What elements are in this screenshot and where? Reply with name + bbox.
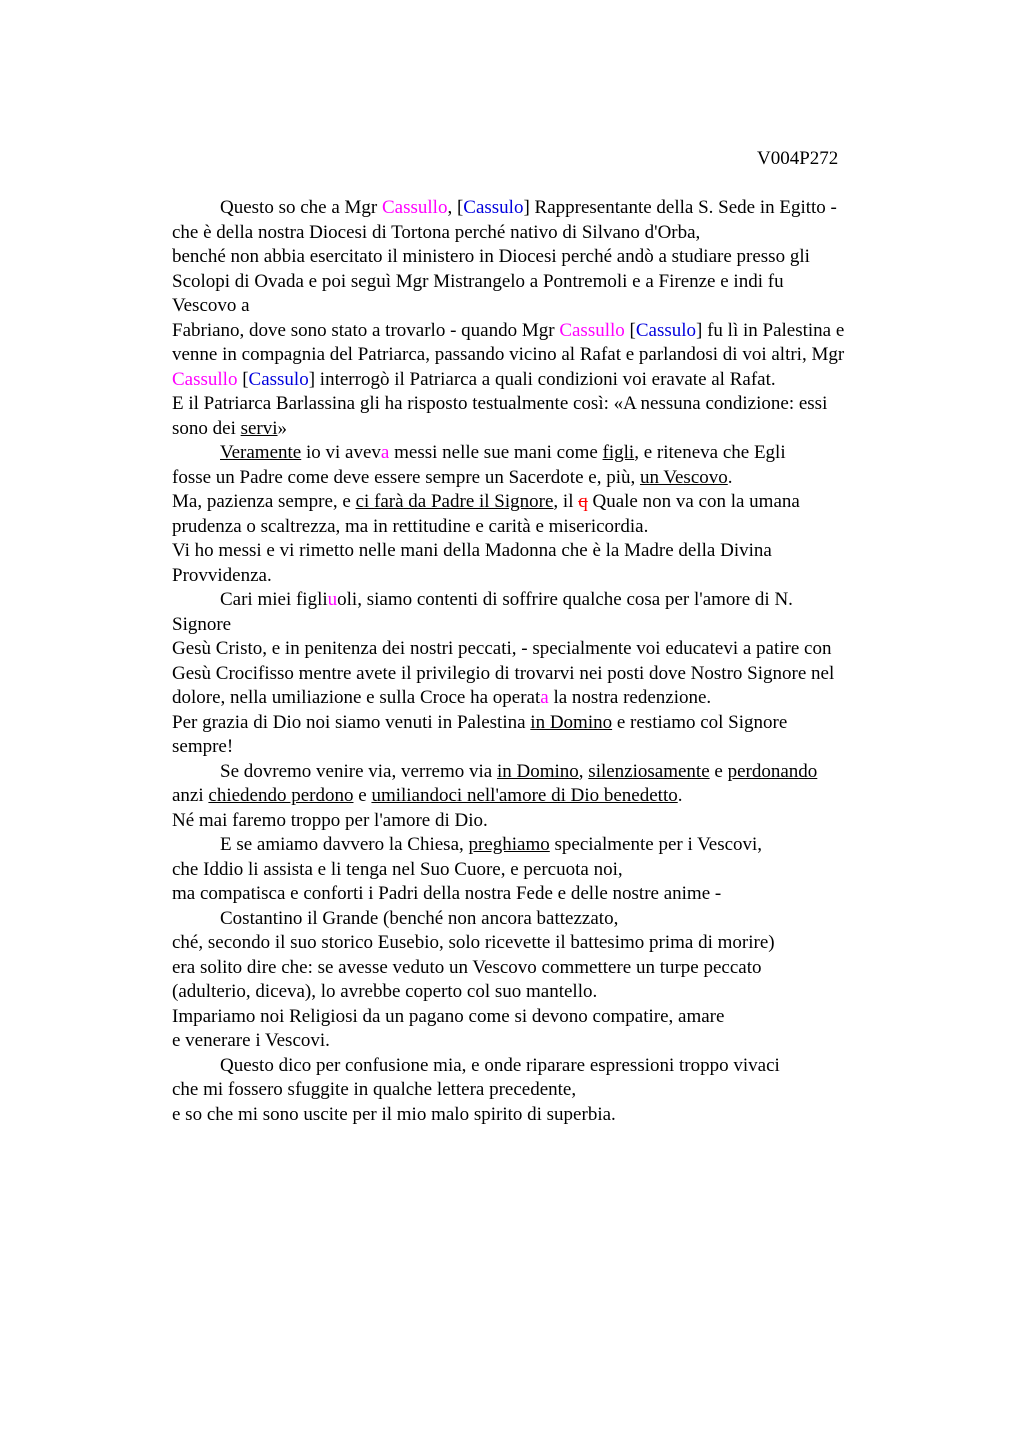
text-segment: era solito dire che: se avesse veduto un Vescovo commettere un turpe peccato: [172, 956, 762, 978]
text-line: [172, 1029, 908, 1054]
text-segment: Né mai faremo troppo per l'amore di Dio.: [172, 809, 488, 831]
text-line: [172, 588, 908, 613]
text-segment: che mi fossero sfuggite in qualche lettera precedente,: [172, 1079, 577, 1100]
text-line: [172, 564, 908, 589]
blue-correction: Cassulo: [248, 368, 309, 390]
text-segment: venne in compagnia del Patriarca, passando vicino al Rafat e parlandosi di voi altri, Mgr: [172, 344, 845, 365]
text-segment: Se dovremo venire via, verremo via: [220, 760, 497, 782]
text-segment: , [: [447, 197, 464, 218]
blue-correction: Cassulo: [463, 197, 524, 218]
text-segment: Gesù Crocifisso mentre avete il privilegio di trovarvi nei posti dove Nostro Signore nel: [172, 662, 835, 684]
text-line: [172, 907, 908, 932]
underlined-text: umiliandoci nell'amore di Dio benedetto: [371, 785, 678, 806]
text-segment: messi nelle sue mani come: [389, 442, 603, 463]
magenta-correction: Cassullo: [382, 197, 448, 218]
underlined-text: servi: [240, 417, 278, 439]
text-segment: Impariamo noi Religiosi da un pagano come si devono compatire, amare: [172, 1005, 725, 1027]
underlined-text: perdonando: [727, 760, 818, 782]
text-segment: Gesù Cristo, e in penitenza dei nostri peccati, - specialmente voi educatevi a patire con: [172, 638, 832, 659]
underlined-text: in Domino: [530, 711, 613, 733]
text-segment: sono dei: [172, 417, 241, 439]
text-segment: e: [353, 785, 372, 806]
text-segment: Per grazia di Dio noi siamo venuti in Palestina: [172, 711, 531, 733]
underlined-text: silenziosamente: [588, 760, 710, 782]
document-code: V004P272: [757, 148, 839, 169]
underlined-text: Veramente: [220, 442, 302, 463]
underlined-text: in Domino: [496, 760, 579, 782]
text-line: [172, 319, 908, 344]
text-line: [172, 245, 908, 270]
text-line: [172, 882, 908, 907]
text-segment: Questo so che a Mgr: [220, 197, 382, 218]
text-segment: e venerare i Vescovi.: [172, 1030, 330, 1051]
magenta-correction: a: [380, 442, 390, 463]
text-segment: ché, secondo il suo storico Eusebio, solo ricevette il battesimo prima di morire): [172, 932, 775, 953]
text-line: [172, 343, 908, 368]
text-line: [172, 417, 908, 442]
text-line: [172, 1005, 908, 1030]
text-line: [172, 515, 908, 540]
text-segment: .: [677, 785, 683, 806]
underlined-text: figli: [602, 442, 635, 463]
text-segment: io vi avev: [301, 442, 381, 463]
text-segment: , e riteneva: [634, 442, 719, 463]
text-line: [172, 662, 908, 687]
text-segment: E se amiamo davvero la Chiesa,: [220, 834, 469, 855]
text-line: [172, 539, 908, 564]
text-line: [172, 735, 908, 760]
text-line: [172, 980, 908, 1005]
text-line: [172, 294, 908, 319]
magenta-correction: Cassullo: [172, 368, 238, 390]
underlined-text: ci farà da Padre il Signore: [355, 491, 554, 512]
text-segment: Provvidenza.: [172, 564, 272, 586]
text-segment: .: [727, 466, 733, 488]
text-line: [172, 784, 908, 809]
text-line: [172, 809, 908, 834]
text-segment: Cari miei figli: [220, 589, 328, 610]
text-line: [172, 196, 908, 221]
text-segment: che Iddio li assista e li tenga nel Suo Cuore, e percuota noi,: [172, 858, 623, 880]
text-line: [172, 833, 908, 858]
text-segment: fosse un Padre come deve essere sempre un Sacerdote e, più,: [172, 466, 640, 488]
text-line: [172, 1103, 908, 1128]
text-segment: benché non abbia esercitato il ministero in Diocesi perché andò a studiare presso gli: [172, 246, 810, 267]
text-line: [172, 931, 908, 956]
text-line: [172, 270, 908, 295]
text-line: [172, 441, 908, 466]
text-segment: ] fu lì in Palestina e: [696, 319, 845, 341]
struck-text: q: [578, 491, 588, 512]
text-segment: Vescovo a: [172, 295, 250, 316]
text-segment: Fabriano, dove sono stato a trovarlo - quando Mgr: [172, 319, 560, 341]
text-segment: [: [624, 319, 636, 341]
text-segment: la nostra redenzione.: [548, 687, 712, 708]
text-line: [172, 637, 908, 662]
magenta-correction: Cassullo: [559, 319, 625, 341]
text-segment: E il Patriarca Barlassina gli ha risposto testualmente così: «A nessuna condizione: essi: [172, 393, 828, 414]
text-segment: anzi: [172, 785, 209, 806]
letter-body: [172, 196, 908, 1127]
text-segment: ] Rappresentante della S. Sede in Egitto -: [523, 197, 837, 218]
text-line: [172, 760, 908, 785]
text-segment: Vi ho messi e vi rimetto nelle mani della Madonna che è la Madre della Divina: [172, 540, 772, 561]
text-line: [172, 686, 908, 711]
text-segment: Ma, pazienza sempre, e: [172, 491, 356, 512]
text-line: [172, 1054, 908, 1079]
text-segment: , il: [553, 491, 579, 512]
text-segment: ] interrogò il Patriarca a quali condizioni voi eravate al Rafat.: [308, 368, 776, 390]
text-line: [172, 466, 908, 491]
text-line: [172, 858, 908, 883]
text-segment: dolore, nella umiliazione e sulla Croce ha operat: [172, 687, 541, 708]
text-line: [172, 221, 908, 246]
text-segment: Quale non va con la umana: [587, 491, 800, 512]
text-segment: e: [709, 760, 728, 782]
text-line: [172, 368, 908, 393]
text-segment: che è della nostra Diocesi di Tortona perché nativo di Silvano d'Orba,: [172, 221, 701, 243]
text-segment: Questo dico per confusione mia, e onde riparare espressioni troppo vivaci: [220, 1054, 780, 1076]
text-segment: (adulterio, diceva), lo avrebbe coperto col suo mantello.: [172, 981, 598, 1002]
text-line: [172, 956, 908, 981]
text-segment: Costantino il Grande (benché non ancora battezzato,: [220, 907, 619, 929]
underlined-text: un Vescovo: [639, 466, 728, 488]
text-segment: sempre!: [172, 736, 234, 757]
magenta-correction: u: [327, 589, 338, 610]
underlined-text: chiedendo perdono: [208, 785, 354, 806]
text-line: [172, 711, 908, 736]
text-segment: oli, siamo contenti di soffrire qualche cosa per l'amore di N.: [337, 589, 793, 610]
text-segment: Scolopi di Ovada e poi seguì Mgr Mistrangelo a Pontremoli e a Firenze e indi fu: [172, 270, 784, 292]
text-segment: che Egli: [718, 442, 786, 463]
text-segment: prudenza o scaltrezza, ma in rettitudine e carità e misericordia.: [172, 515, 649, 537]
text-segment: [: [237, 368, 249, 390]
text-line: [172, 392, 908, 417]
text-segment: Signore: [172, 613, 232, 635]
text-segment: »: [277, 417, 288, 439]
text-segment: e so che mi sono uscite per il mio malo spirito di superbia.: [172, 1103, 616, 1125]
text-segment: specialmente per i Vescovi,: [549, 834, 763, 855]
text-line: [172, 490, 908, 515]
underlined-text: preghiamo: [468, 834, 550, 855]
text-line: [172, 613, 908, 638]
text-segment: e restiamo col Signore: [612, 711, 788, 733]
blue-correction: Cassulo: [635, 319, 697, 341]
magenta-correction: a: [540, 687, 549, 708]
text-segment: ,: [578, 760, 589, 782]
text-segment: ma compatisca e conforti i Padri della nostra Fede e delle nostre anime -: [172, 883, 722, 904]
text-line: [172, 1078, 908, 1103]
